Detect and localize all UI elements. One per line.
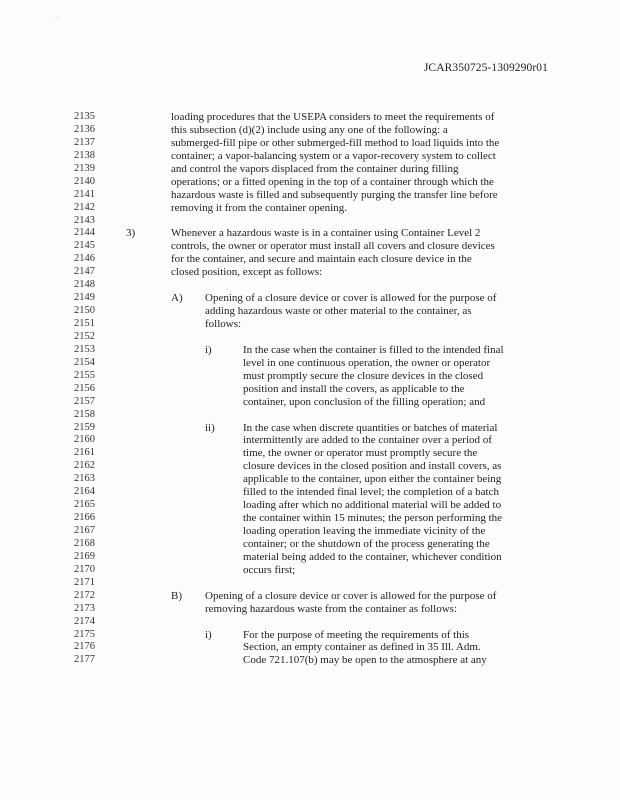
line-text: container, upon conclusion of the filling operation; and (243, 395, 486, 408)
line-number: 2168 (74, 537, 95, 549)
line-number: 2145 (74, 240, 95, 252)
document-line (0, 357, 620, 370)
line-text: closure devices in the closed position and install covers, as (243, 460, 502, 473)
list-marker: B) (171, 589, 182, 602)
line-number: 2175 (74, 628, 95, 640)
line-text: loading procedures that the USEPA considers to meet the requirements of (171, 111, 495, 123)
document-line (0, 409, 620, 422)
document-line (0, 383, 620, 396)
line-text: for the container, and secure and maintain each closure device in the (171, 253, 472, 266)
document-line (0, 499, 620, 512)
document-line (0, 227, 620, 240)
line-number: 2142 (74, 201, 95, 213)
document-line (0, 344, 620, 357)
list-marker: A) (171, 292, 183, 305)
line-text: the container within 15 minutes; the person performing the (243, 512, 503, 525)
line-text: container; or the shutdown of the process generating the (243, 537, 490, 550)
line-text: loading after which no additional material will be added to (243, 499, 502, 512)
line-number: 2135 (74, 111, 95, 122)
document-line (0, 240, 620, 253)
line-number: 2172 (74, 589, 95, 601)
line-number: 2139 (74, 162, 95, 174)
line-number: 2161 (74, 447, 95, 459)
line-number: 2137 (74, 136, 95, 148)
line-text: material being added to the container, whichever condition (243, 550, 502, 563)
document-line (0, 253, 620, 266)
line-number: 2158 (74, 408, 95, 420)
line-number: 2174 (74, 615, 95, 627)
document-line (0, 370, 620, 383)
document-line (0, 266, 620, 279)
line-text: filled to the intended final level; the completion of a batch (243, 486, 499, 499)
line-number: 2146 (74, 253, 95, 265)
document-line (0, 629, 620, 642)
line-text: In the case when the container is filled to the intended final (243, 343, 504, 356)
line-text: time, the owner or operator must promptly secure the (243, 447, 478, 460)
line-number: 2162 (74, 460, 95, 472)
document-line (0, 551, 620, 564)
document-line (0, 215, 620, 228)
document-line (0, 111, 620, 124)
line-number: 2176 (74, 641, 95, 653)
document-line (0, 150, 620, 163)
document-line (0, 396, 620, 409)
line-text: and control the vapors displaced from the container during filling (171, 162, 459, 175)
line-number: 2169 (74, 550, 95, 562)
list-marker: i) (205, 343, 212, 356)
line-number: 2155 (74, 369, 95, 381)
document-line (0, 654, 620, 667)
line-number: 2165 (74, 499, 95, 511)
line-number: 2154 (74, 356, 95, 368)
line-text: must promptly secure the closure devices in the closed (243, 369, 484, 382)
line-text: removing it from the container opening. (171, 201, 347, 214)
line-text: position and install the covers, as applicable to the (243, 382, 465, 395)
document-line (0, 137, 620, 150)
list-marker: 3) (126, 227, 136, 240)
line-text: applicable to the container, upon either the container being (243, 473, 502, 486)
document-line (0, 422, 620, 435)
document-line (0, 331, 620, 344)
document-line (0, 603, 620, 616)
line-text: intermittently are added to the container over a period of (243, 434, 492, 447)
document-line (0, 163, 620, 176)
line-number: 2143 (74, 214, 95, 226)
line-text: Opening of a closure device or cover is allowed for the purpose of (205, 292, 497, 305)
line-number: 2160 (74, 434, 95, 446)
line-number: 2167 (74, 525, 95, 536)
line-number: 2150 (74, 305, 95, 317)
document-line (0, 538, 620, 551)
document-line (0, 486, 620, 499)
list-marker: ii) (205, 421, 215, 434)
document-line (0, 641, 620, 654)
line-text: follows: (205, 318, 242, 330)
line-number: 2136 (74, 123, 95, 135)
document-line (0, 292, 620, 305)
line-text: For the purpose of meeting the requirements of this (243, 628, 470, 641)
line-number: 2173 (74, 602, 95, 614)
line-number: 2163 (74, 473, 95, 485)
line-text: this subsection (d)(2) include using any one of the following: a (171, 123, 448, 136)
line-number: 2152 (74, 330, 95, 342)
line-text: operations; or a fitted opening in the top of a container through which the (171, 175, 494, 188)
line-number: 2177 (74, 654, 95, 666)
line-number: 2140 (74, 175, 95, 187)
line-number: 2141 (74, 188, 95, 200)
line-text: Whenever a hazardous waste is in a container using Container Level 2 (171, 227, 481, 240)
document-line (0, 460, 620, 473)
document-line (0, 564, 620, 577)
document-line (0, 176, 620, 189)
line-number: 2171 (74, 576, 95, 588)
line-text: level in one continuous operation, the owner or operator (243, 356, 491, 369)
line-numbered-body (0, 111, 620, 667)
line-text: loading operation leaving the immediate vicinity of the (243, 525, 486, 537)
document-line (0, 577, 620, 590)
line-text: container; a vapor-balancing system or a vapor-recovery system to collect (171, 149, 496, 162)
line-number: 2159 (74, 421, 95, 433)
document-line (0, 590, 620, 603)
line-number: 2156 (74, 382, 95, 394)
document-line (0, 512, 620, 525)
line-number: 2147 (74, 266, 95, 278)
line-number: 2151 (74, 318, 95, 329)
document-line (0, 189, 620, 202)
scan-speck: · ' (48, 16, 59, 24)
line-text: closed position, except as follows: (171, 266, 323, 279)
document-line (0, 202, 620, 215)
line-text: submerged-fill pipe or other submerged-fill method to load liquids into the (171, 136, 500, 149)
line-number: 2138 (74, 149, 95, 161)
document-line (0, 473, 620, 486)
line-number: 2166 (74, 512, 95, 524)
line-number: 2149 (74, 292, 95, 304)
line-text: occurs first; (243, 563, 296, 576)
document-line (0, 447, 620, 460)
line-number: 2170 (74, 563, 95, 575)
line-text: Opening of a closure device or cover is allowed for the purpose of (205, 589, 497, 602)
document-id-header: JCAR350725-1309290r01 (423, 62, 548, 74)
line-number: 2153 (74, 343, 95, 355)
line-number: 2148 (74, 279, 95, 291)
line-text: Section, an empty container as defined in 35 Ill. Adm. (243, 641, 481, 654)
document-line (0, 305, 620, 318)
document-line (0, 616, 620, 629)
document-line (0, 279, 620, 292)
list-marker: i) (205, 628, 212, 641)
document-line (0, 434, 620, 447)
line-text: removing hazardous waste from the container as follows: (205, 602, 458, 615)
line-number: 2157 (74, 395, 95, 407)
line-text: In the case when discrete quantities or batches of material (243, 421, 498, 434)
document-line (0, 525, 620, 538)
document-line (0, 318, 620, 331)
line-text: hazardous waste is filled and subsequently purging the transfer line before (171, 188, 498, 201)
line-number: 2164 (74, 486, 95, 498)
document-line (0, 124, 620, 137)
line-text: Code 721.107(b) may be open to the atmosphere at any (243, 654, 487, 667)
line-text: adding hazardous waste or other material to the container, as (205, 305, 472, 318)
line-text: controls, the owner or operator must install all covers and closure devices (171, 240, 495, 253)
line-number: 2144 (74, 227, 95, 239)
